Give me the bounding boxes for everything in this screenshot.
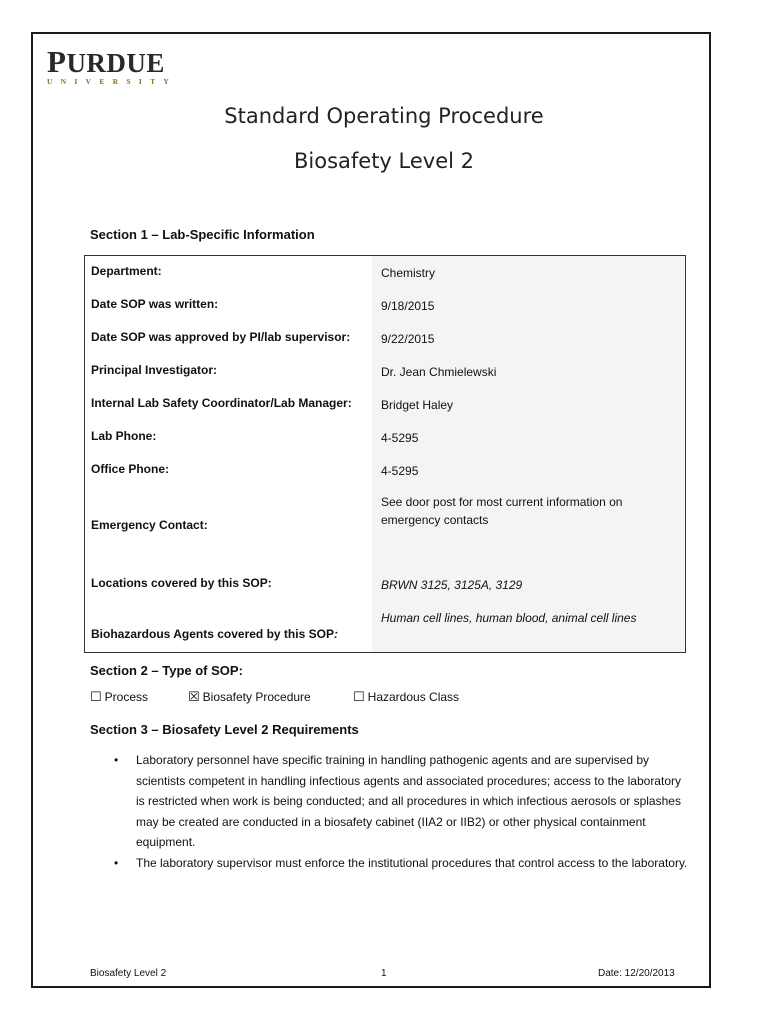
row-value: 9/22/2015: [381, 332, 435, 346]
row-label: Internal Lab Safety Coordinator/Lab Manager:: [91, 396, 352, 410]
section1-heading: Section 1 – Lab-Specific Information: [90, 227, 315, 242]
row-value: Bridget Haley: [381, 398, 454, 412]
row-value: BRWN 3125, 3125A, 3129: [381, 578, 523, 592]
page-number: 1: [381, 968, 387, 979]
checked-box-icon[interactable]: ☒: [188, 690, 200, 705]
footer-date: Date: 12/20/2013: [598, 968, 675, 979]
document-subtitle: Biosafety Level 2: [293, 149, 475, 173]
row-label: Date SOP was written:: [91, 297, 219, 311]
list-item: [112, 750, 692, 853]
option-label: Process: [104, 690, 149, 704]
row-value: See door post for most current information on emergency contacts: [381, 495, 623, 527]
row-label: Emergency Contact:: [91, 518, 208, 532]
row-label: [91, 627, 338, 641]
row-value: 4-5295: [381, 431, 419, 445]
purdue-logo: [47, 44, 178, 86]
row-label: Date SOP was approved by PI/lab supervisor:: [91, 330, 351, 344]
document-title: Standard Operating Procedure: [224, 104, 544, 128]
option-process[interactable]: [90, 690, 148, 705]
option-label: Biosafety Procedure: [202, 690, 311, 704]
row-label: Office Phone:: [91, 462, 170, 476]
logo-subtext: UNIVERSITY: [47, 77, 178, 86]
row-label: Locations covered by this SOP:: [91, 576, 272, 590]
unchecked-box-icon[interactable]: ☐: [353, 690, 365, 705]
list-item: [112, 853, 692, 874]
section2-heading: Section 2 – Type of SOP:: [90, 663, 243, 678]
footer-title: Biosafety Level 2: [90, 968, 167, 979]
row-value: 9/18/2015: [381, 299, 435, 313]
list-item-text: Laboratory personnel have specific training in handling pathogenic agents and are supervised by scientists competent in handling infectious agents and associated procedures; access to the laboratory is restricted when work is being conducted; and all procedures in which infectious aerosols or splashes may be created are conducted in a biosafety cabinet (IIA2 or IIB2) or other physical containment equipment.: [136, 753, 681, 849]
option-label: Hazardous Class: [367, 690, 460, 704]
lab-info-table: [84, 255, 686, 653]
list-item-text: The laboratory supervisor must enforce the institutional procedures that control access to the laboratory.: [136, 855, 688, 870]
option-biosafety-procedure[interactable]: [188, 690, 311, 705]
logo-wordmark: PURDUE: [47, 44, 165, 79]
row-label: Principal Investigator:: [91, 363, 218, 377]
option-hazardous-class[interactable]: [353, 690, 459, 705]
row-label: Department:: [91, 264, 162, 278]
bullet-icon: •: [114, 753, 119, 767]
row-label-suffix: :: [333, 627, 338, 641]
bullet-icon: •: [114, 855, 119, 870]
row-value: Human cell lines, human blood, animal cell lines: [381, 611, 637, 625]
requirements-list: [112, 750, 692, 873]
section3-heading: Section 3 – Biosafety Level 2 Requirements: [90, 722, 359, 737]
unchecked-box-icon[interactable]: ☐: [90, 690, 102, 705]
row-value: Chemistry: [381, 266, 436, 280]
row-value: 4-5295: [381, 464, 419, 478]
row-value: Dr. Jean Chmielewski: [381, 365, 497, 379]
row-label-text: Biohazardous Agents covered by this SOP: [91, 627, 334, 641]
row-label: Lab Phone:: [91, 429, 157, 443]
